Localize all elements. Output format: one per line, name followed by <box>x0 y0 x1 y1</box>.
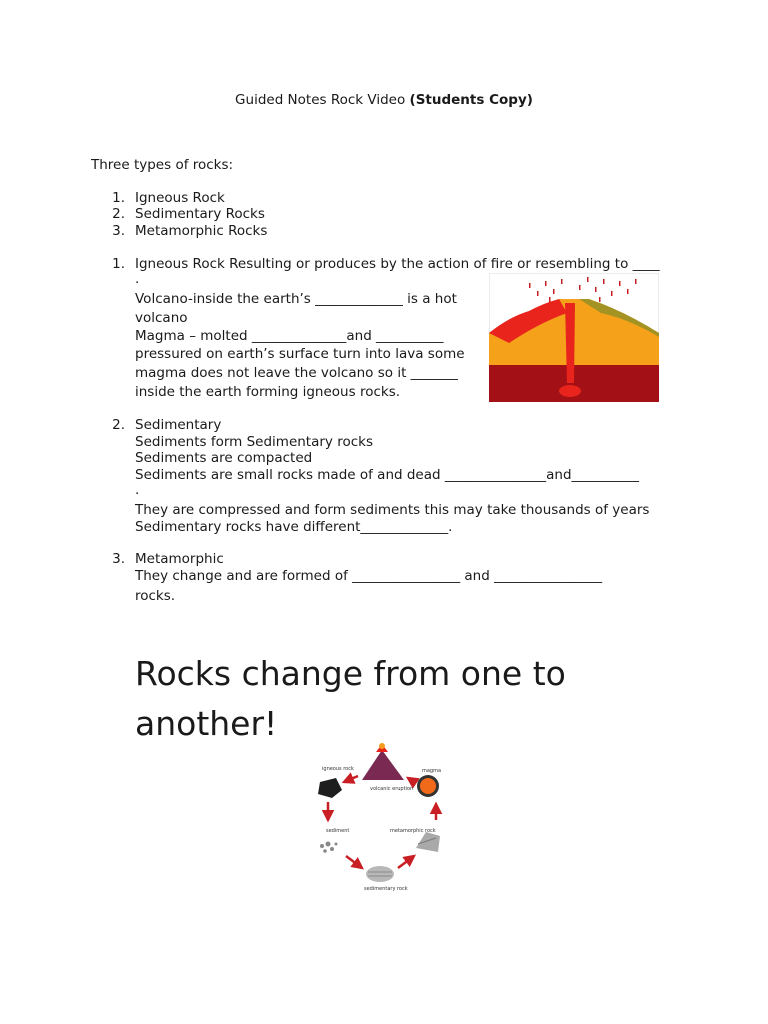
igneous-line-5: pressured on earth’s surface turn into lava some <box>135 346 465 362</box>
title-main: Guided Notes Rock Video <box>235 92 406 108</box>
section-number: 1. <box>112 256 125 272</box>
heading-line-1: Rocks change from one to <box>135 654 566 693</box>
section-number: 3. <box>112 551 125 567</box>
label-igneous-rock: igneous rock <box>322 766 354 772</box>
label-sediment: sediment <box>326 828 350 834</box>
sedimentary-line-4b: . <box>135 482 140 498</box>
igneous-line-1b: . <box>135 271 140 287</box>
sedimentary-line-1: Sedimentary <box>135 417 222 433</box>
arrow-icon <box>346 856 362 868</box>
list-text: Sedimentary Rocks <box>135 206 265 222</box>
list-number: 1. <box>112 190 125 206</box>
sedimentary-line-2: Sediments form Sedimentary rocks <box>135 434 373 450</box>
label-sedimentary-rock: sedimentary rock <box>364 886 408 892</box>
intro-text: Three types of rocks: <box>91 157 234 173</box>
label-metamorphic-rock: metamorphic rock <box>390 828 436 834</box>
list-number: 3. <box>112 223 125 239</box>
igneous-rock-icon <box>318 778 342 798</box>
arrow-icon <box>408 778 414 782</box>
igneous-line-3: volcano <box>135 310 188 326</box>
sedimentary-line-4: Sediments are small rocks made of and dead _______________and__________ <box>135 467 640 483</box>
sedimentary-rock-icon <box>366 866 394 882</box>
sedimentary-line-6: Sedimentary rocks have different_____________. <box>135 519 453 535</box>
metamorphic-line-3: rocks. <box>135 588 176 604</box>
list-number: 2. <box>112 206 125 222</box>
metamorphic-rock-icon <box>416 832 440 852</box>
sediment-icon <box>320 842 338 853</box>
list-text: Igneous Rock <box>135 190 225 206</box>
igneous-line-1: Igneous Rock Resulting or produces by the action of fire or resembling to ____ <box>135 256 660 272</box>
magma-icon <box>417 775 439 797</box>
magma-chamber <box>559 385 581 397</box>
igneous-line-6: magma does not leave the volcano so it _______ <box>135 365 458 381</box>
arrow-icon <box>398 856 414 868</box>
igneous-line-4: Magma – molted ______________and __________ <box>135 328 444 344</box>
label-magma: magma <box>422 768 442 774</box>
list-text: Metamorphic Rocks <box>135 223 268 239</box>
igneous-line-7: inside the earth forming igneous rocks. <box>135 384 401 400</box>
volcano-illustration <box>489 273 659 402</box>
arrow-icon <box>344 776 358 782</box>
rock-cycle-diagram <box>310 740 460 900</box>
volcano-icon <box>362 743 404 780</box>
sedimentary-line-5: They are compressed and form sediments this may take thousands of years <box>135 502 650 518</box>
sedimentary-line-3: Sediments are compacted <box>135 450 313 466</box>
metamorphic-line-2: They change and are formed of ________________ and ________________ <box>135 568 603 584</box>
metamorphic-line-1: Metamorphic <box>135 551 224 567</box>
page-title <box>0 92 768 108</box>
title-bold: (Students Copy) <box>409 92 533 108</box>
label-volcanic-eruption: volcanic eruption <box>370 786 414 792</box>
heading-line-2: another! <box>135 704 278 743</box>
igneous-line-2: Volcano-inside the earth’s _____________ is a hot <box>135 291 457 307</box>
section-number: 2. <box>112 417 125 433</box>
